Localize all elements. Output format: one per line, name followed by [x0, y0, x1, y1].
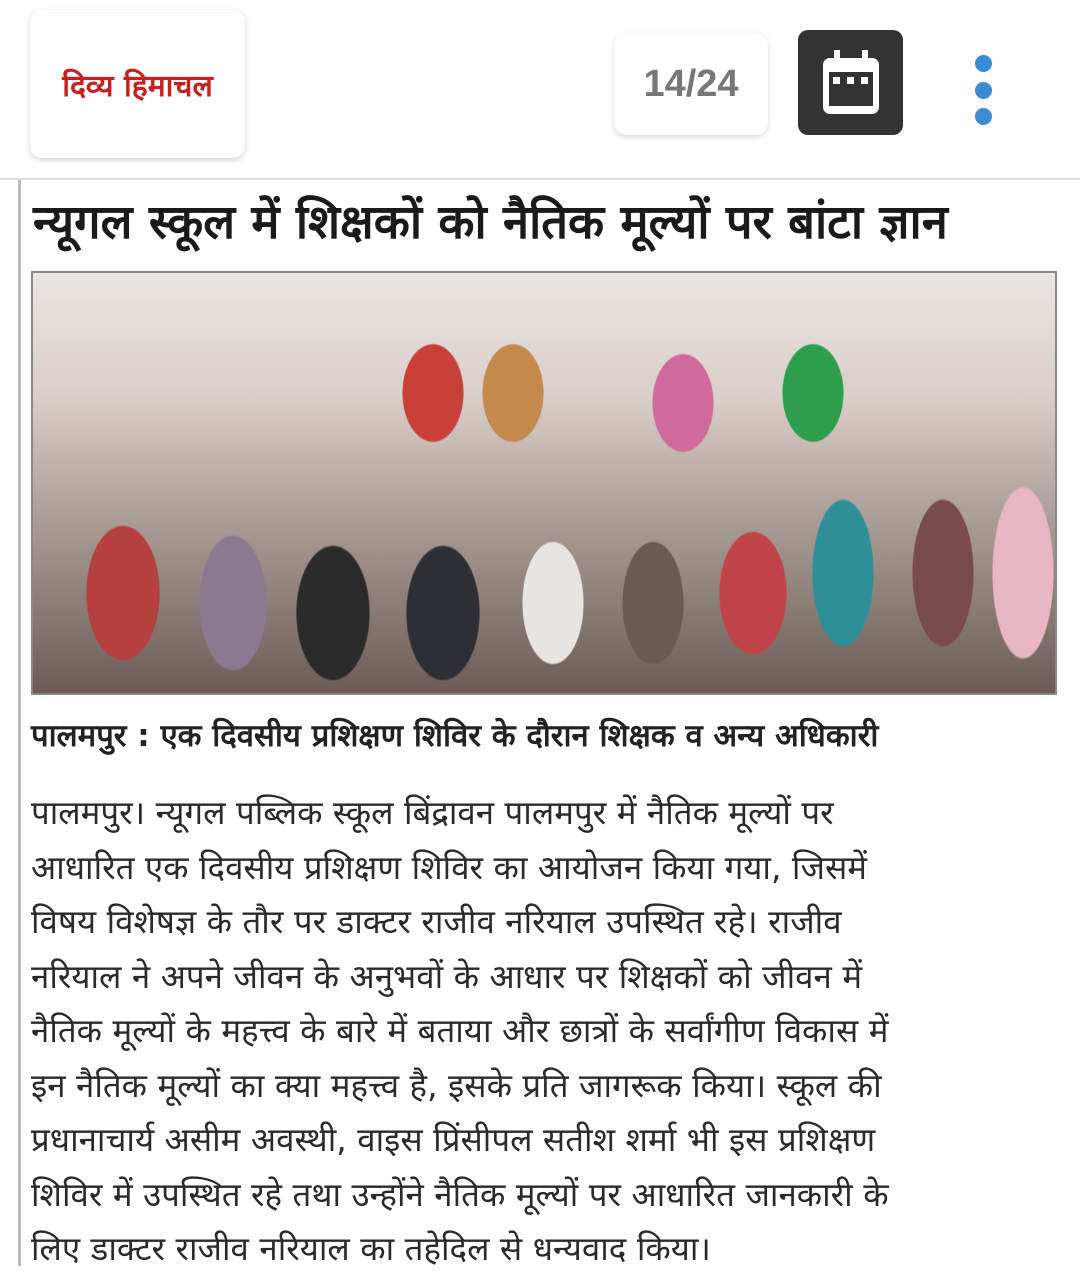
newspaper-logo[interactable] [30, 10, 245, 158]
body-line: पालमपुर। न्यूगल पब्लिक स्कूल बिंद्रावन पालमपुर में नैतिक मूल्यों पर [31, 793, 834, 832]
body-line: शिविर में उपस्थित रहे तथा उन्होंने नैतिक मूल्यों पर आधारित जानकारी के [31, 1174, 889, 1214]
photo-caption: पालमपुर : एक दिवसीय प्रशिक्षण शिविर के दौरान शिक्षक व अन्य अधिकारी [31, 718, 879, 754]
body-line: प्रधानाचार्य असीम अवस्थी, वाइस प्रिंसीपल सतीश शर्मा भी इस प्रशिक्षण [31, 1120, 876, 1159]
body-line: नैतिक मूल्यों के महत्त्व के बारे में बताया और छात्रों के सर्वांगीण विकास में [31, 1011, 889, 1050]
article-body [31, 786, 1041, 1277]
body-line: नरियाल ने अपने जीवन के अनुभवों के आधार पर शिक्षकों को जीवन में [31, 956, 863, 996]
group-photo [31, 271, 1057, 695]
page-indicator-button[interactable]: 14/24 [614, 33, 768, 135]
calendar-icon [820, 50, 882, 116]
article-headline: न्यूगल स्कूल में शिक्षकों को नैतिक मूल्यों पर बांटा ज्ञान [33, 195, 948, 250]
body-line: विषय विशेषज्ञ के तौर पर डाक्टर राजीव नरियाल उपस्थित रहे। राजीव [31, 902, 842, 941]
logo-text: दिव्य हिमाचल [62, 68, 213, 104]
app-header [0, 0, 1080, 180]
more-options-icon[interactable] [968, 55, 998, 125]
body-line: इन नैतिक मूल्यों का क्या महत्त्व है, इसके प्रति जागरूक किया। स्कूल की [31, 1065, 882, 1105]
body-line: लिए डाक्टर राजीव नरियाल का तहेदिल से धन्यवाद किया। [31, 1229, 711, 1268]
calendar-button[interactable] [798, 30, 903, 135]
body-line: आधारित एक दिवसीय प्रशिक्षण शिविर का आयोजन किया गया, जिसमें [31, 847, 868, 887]
news-clipping [18, 180, 1080, 1266]
